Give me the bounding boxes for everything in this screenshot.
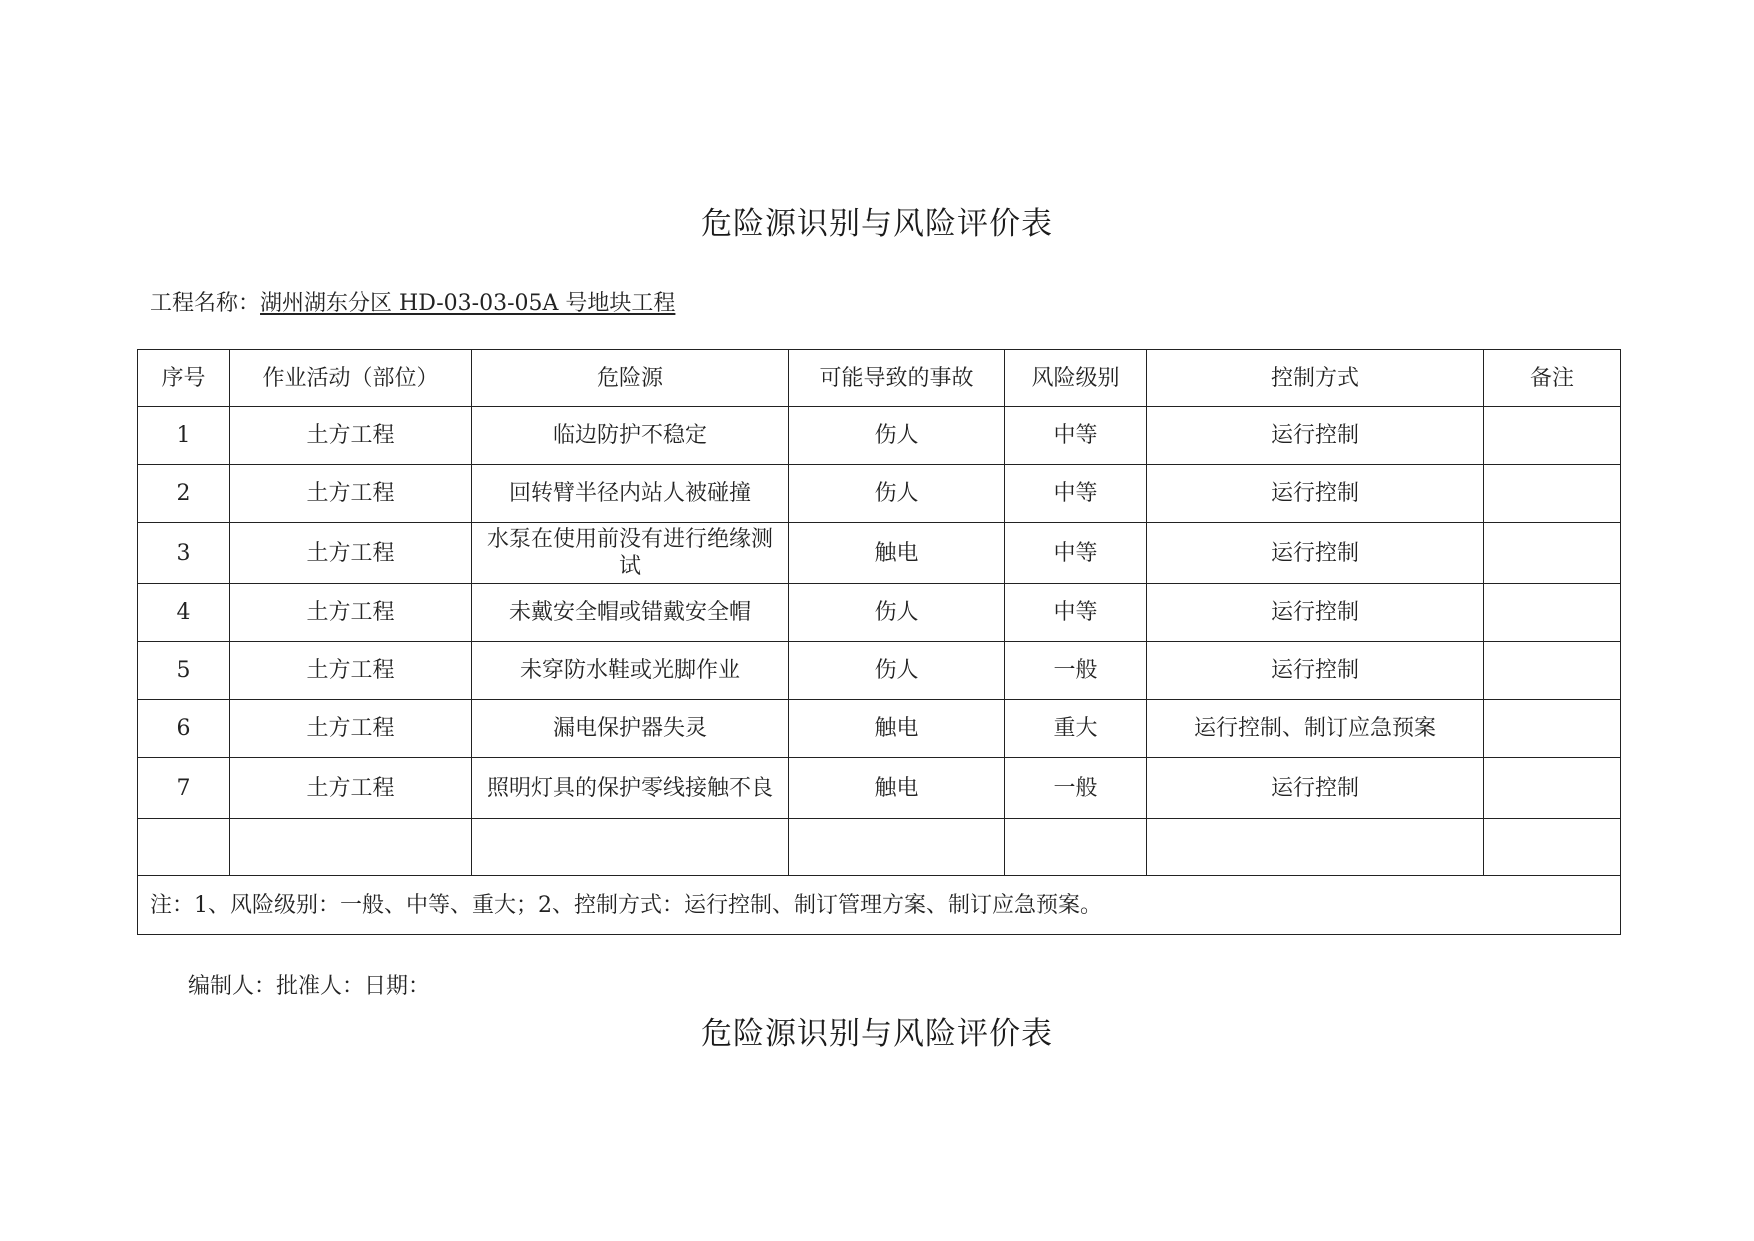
cell-remarks	[1484, 642, 1621, 700]
project-label: 工程名称：	[150, 291, 261, 316]
cell-accident: 触电	[789, 700, 1005, 758]
cell-risk-level: 一般	[1005, 758, 1147, 819]
cell-accident: 伤人	[789, 407, 1005, 465]
header-activity: 作业活动（部位）	[230, 350, 472, 407]
header-remarks: 备注	[1484, 350, 1621, 407]
cell-accident: 触电	[789, 523, 1005, 584]
cell-accident: 伤人	[789, 642, 1005, 700]
cell-hazard: 回转臂半径内站人被碰撞	[472, 465, 789, 523]
cell-index: 4	[138, 584, 230, 642]
cell-control: 运行控制	[1147, 465, 1484, 523]
cell-hazard: 临边防护不稳定	[472, 407, 789, 465]
cell-control: 运行控制	[1147, 523, 1484, 584]
cell-activity	[230, 819, 472, 876]
table-note-row	[138, 876, 1621, 935]
cell-index: 3	[138, 523, 230, 584]
cell-hazard: 未戴安全帽或错戴安全帽	[472, 584, 789, 642]
cell-hazard: 未穿防水鞋或光脚作业	[472, 642, 789, 700]
cell-risk-level: 中等	[1005, 584, 1147, 642]
cell-index: 6	[138, 700, 230, 758]
cell-activity: 土方工程	[230, 700, 472, 758]
table-row	[138, 407, 1621, 465]
table-row	[138, 584, 1621, 642]
cell-risk-level: 中等	[1005, 407, 1147, 465]
cell-control: 运行控制	[1147, 758, 1484, 819]
cell-risk-level: 重大	[1005, 700, 1147, 758]
cell-activity: 土方工程	[230, 758, 472, 819]
cell-activity: 土方工程	[230, 584, 472, 642]
cell-remarks	[1484, 584, 1621, 642]
cell-activity: 土方工程	[230, 523, 472, 584]
cell-accident: 触电	[789, 758, 1005, 819]
project-value: 湖州湖东分区 HD-03-03-05A 号地块工程	[260, 291, 676, 316]
cell-remarks	[1484, 700, 1621, 758]
cell-risk-level: 一般	[1005, 642, 1147, 700]
risk-assessment-table	[137, 349, 1621, 935]
signature-line: 编制人：批准人：日期：	[188, 974, 431, 999]
table-row	[138, 465, 1621, 523]
cell-control: 运行控制	[1147, 407, 1484, 465]
cell-accident: 伤人	[789, 584, 1005, 642]
cell-index: 2	[138, 465, 230, 523]
cell-accident	[789, 819, 1005, 876]
table-row	[138, 642, 1621, 700]
table-header-row	[138, 350, 1621, 407]
cell-hazard	[472, 819, 789, 876]
cell-risk-level	[1005, 819, 1147, 876]
cell-hazard: 漏电保护器失灵	[472, 700, 789, 758]
cell-accident: 伤人	[789, 465, 1005, 523]
cell-activity: 土方工程	[230, 642, 472, 700]
cell-control: 运行控制、制订应急预案	[1147, 700, 1484, 758]
table-row	[138, 700, 1621, 758]
cell-risk-level: 中等	[1005, 465, 1147, 523]
cell-remarks	[1484, 758, 1621, 819]
cell-hazard: 水泵在使用前没有进行绝缘测试	[472, 523, 789, 584]
cell-activity: 土方工程	[230, 407, 472, 465]
cell-control: 运行控制	[1147, 642, 1484, 700]
header-index: 序号	[138, 350, 230, 407]
header-risk-level: 风险级别	[1005, 350, 1147, 407]
cell-index: 1	[138, 407, 230, 465]
cell-remarks	[1484, 523, 1621, 584]
table-row	[138, 523, 1621, 584]
cell-hazard: 照明灯具的保护零线接触不良	[472, 758, 789, 819]
table-note: 注：1、风险级别：一般、中等、重大；2、控制方式：运行控制、制订管理方案、制订应急预案。	[138, 876, 1621, 935]
project-name-line	[150, 286, 675, 317]
table-row-empty	[138, 819, 1621, 876]
cell-control: 运行控制	[1147, 584, 1484, 642]
document-title: 危险源识别与风险评价表	[701, 206, 1053, 242]
header-accident: 可能导致的事故	[789, 350, 1005, 407]
document-title-repeat: 危险源识别与风险评价表	[701, 1016, 1053, 1052]
cell-index: 7	[138, 758, 230, 819]
cell-remarks	[1484, 465, 1621, 523]
cell-activity: 土方工程	[230, 465, 472, 523]
table-row	[138, 758, 1621, 819]
cell-remarks	[1484, 819, 1621, 876]
header-control: 控制方式	[1147, 350, 1484, 407]
cell-index: 5	[138, 642, 230, 700]
cell-risk-level: 中等	[1005, 523, 1147, 584]
header-hazard: 危险源	[472, 350, 789, 407]
cell-index	[138, 819, 230, 876]
cell-control	[1147, 819, 1484, 876]
cell-remarks	[1484, 407, 1621, 465]
